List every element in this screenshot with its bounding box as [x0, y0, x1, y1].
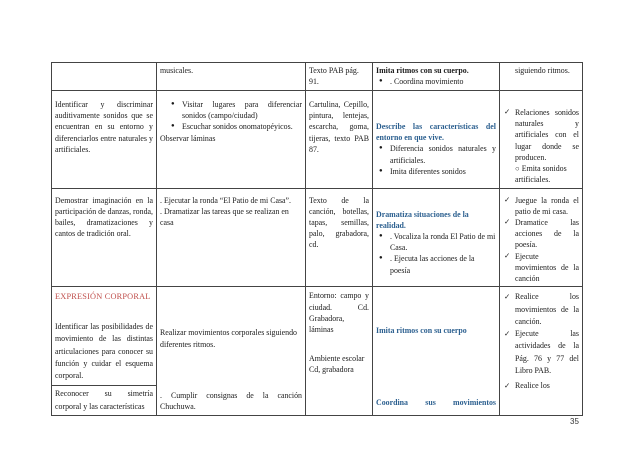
list-item: ✓ Ejecute las actividades de la Pág. 76 y 77 del Libro PAB.: [515, 328, 579, 377]
indicator-heading: Dramatiza situaciones de la realidad.: [376, 209, 469, 230]
list-item: ✓ Relaciones sonidos naturales y artificiales con el lugar donde se producen.: [515, 107, 579, 163]
table-row: [52, 287, 583, 416]
list-item: ✓ Juegue la ronda el patio de mi casa.: [515, 195, 579, 217]
list-item: ● . Vocaliza la ronda El Patio de mi Casa.: [390, 231, 496, 253]
cell-activity: musicales.: [157, 63, 306, 91]
cell-evaluation: siguiendo ritmos.: [500, 63, 583, 91]
list-item: ✓ Realice los movimientos de la canción.: [515, 291, 579, 328]
table-row: [52, 188, 583, 287]
curriculum-table: [51, 62, 583, 416]
cell-objective: [52, 63, 157, 91]
cell-evaluation: [500, 188, 583, 287]
list-item: ✓ Ejecute movimientos de la canción: [515, 251, 579, 285]
list-item: ✓ Dramatice las acciones de la poesía.: [515, 217, 579, 251]
cell-indicator: [373, 188, 500, 287]
cell-activity: . Ejecutar la ronda “El Patio de mi Casa”. . Dramatizar las tareas que se realizan en casa: [157, 188, 306, 287]
cell-resources: Texto de la canción, botellas, tapas, semillas, palo, grabadora, cd.: [306, 188, 373, 287]
list-item: ● Diferencia sonidos naturales y artificiales.: [390, 143, 496, 165]
circle-bullet-icon: ○: [515, 164, 522, 174]
indicator-heading: Coordina sus movimientos: [376, 397, 496, 407]
cell-resources: Entorno: campo y ciudad. Cd. Grabadora, láminas Ambiente escolar Cd, grabadora: [306, 287, 373, 416]
list-item: ● Visitar lugares para diferenciar sonidos (campo/ciudad): [182, 99, 302, 121]
indicator-heading: Imita ritmos con su cuerpo.: [376, 66, 469, 75]
indicator-heading: Describe las características del entorno en que vive.: [376, 122, 496, 143]
cell-indicator: [373, 63, 500, 91]
cell-objective: Identificar y discriminar auditivamente sonidos que se encuentran en su entorno y diferenciarlos entre naturales y artificiales.: [52, 91, 157, 189]
page-number: 35: [570, 417, 579, 426]
indicator-heading: Imita ritmos con su cuerpo: [376, 326, 467, 336]
cell-objective: Demostrar imaginación en la participación de danzas, ronda, bailes, dramatizaciones y cantos de tradición oral.: [52, 188, 157, 287]
cell-indicator: [373, 91, 500, 189]
list-item: ● . Coordina movimiento: [390, 76, 496, 87]
table-row: [52, 63, 583, 91]
cell-indicator: [373, 287, 500, 416]
table-row: [52, 91, 583, 189]
list-item: ✓ Realice los: [515, 380, 579, 392]
section-heading: EXPRESIÓN CORPORAL: [55, 292, 151, 302]
cell-activity: ● Visitar lugares para diferenciar sonidos (campo/ciudad) ● Escuchar sonidos onomatopéyicos. Observar láminas: [157, 91, 306, 189]
list-item: ● Imita diferentes sonidos: [390, 166, 496, 177]
cell-resources: Texto PAB pág. 91.: [306, 63, 373, 91]
cell-objective: EXPRESIÓN CORPORAL Identificar las posibilidades de movimiento de las distintas articulaciones para conocer su función y cuidar el esquema corporal. Reconocer su simetría corporal y las características: [52, 287, 157, 416]
cell-activity: Realizar movimientos corporales siguiendo diferentes ritmos. . Cumplir consignas de la canción Chuchuwa.: [157, 287, 306, 416]
cell-resources: Cartulina, Cepillo, pintura, lentejas, escarcha, goma, tijeras, texto PAB 87.: [306, 91, 373, 189]
cell-evaluation: [500, 287, 583, 416]
list-item: ● . Ejecuta las acciones de la poesía: [390, 253, 496, 275]
list-item: ● Escuchar sonidos onomatopéyicos.: [182, 121, 302, 132]
cell-evaluation: ✓ Relaciones sonidos naturales y artificiales con el lugar donde se producen. ○ Emita sonidos artificiales.: [500, 91, 583, 189]
